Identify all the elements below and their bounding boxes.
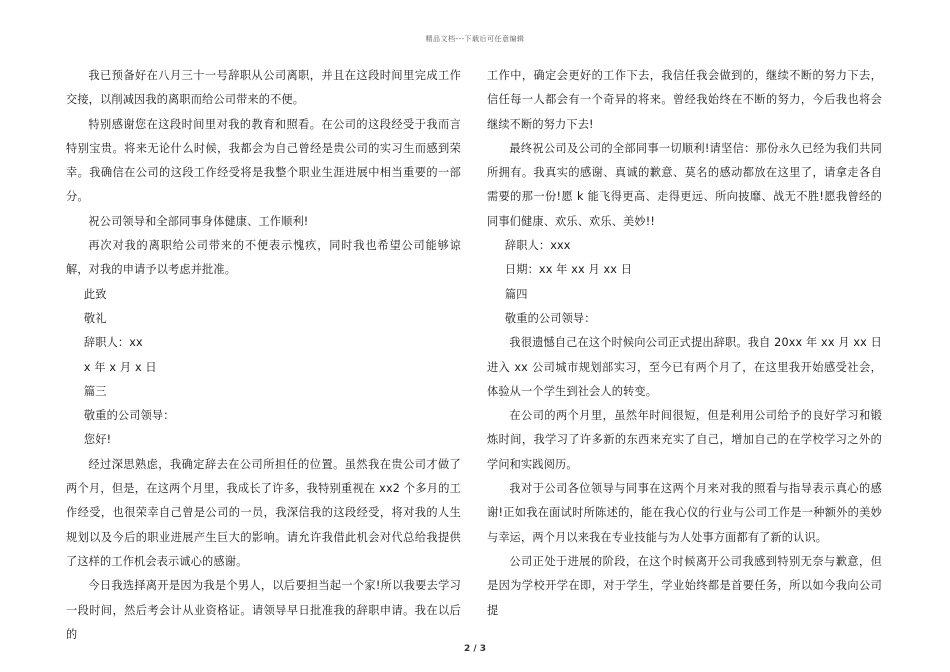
section-heading: 篇四 (504, 287, 528, 301)
paragraph: 工作中，确定会更好的工作下去，我信任我会做到的，继续不断的努力下去，信任每一人都会有一个奇异的将来。曾经我始终在不断的努力，今后我也将会继续不断的努力下去! (487, 69, 882, 131)
paragraph: 公司正处于进展的阶段，在这个时候离开公司我感到特别无奈与歉意，但是因为学校开学在即，对于学生，学业始终都是首要任务，所以如今我向公司提 (487, 554, 882, 617)
paragraph: 经过深思熟虑，我确定辞去在公司所担任的位置。虽然我在贵公司才做了两个月，但是，在这两个月里，我成长了许多，我特别重视在 xx2 个多月的工作经受，也很荣幸自己曾是公司的一员，我深信我的这段经受，将对我的人生规划以及今后的职业进展产生巨大的影响。请允许我借此机会对代总给我提供了这样的工作机会表示诚心的感谢。 (66, 457, 461, 568)
salutation: 敬重的公司领导： (83, 409, 175, 423)
section-heading: 篇三 (83, 384, 107, 398)
greeting: 您好! (83, 433, 112, 447)
paragraph: 我很遗憾自己在这个时候向公司正式提出辞职。我自 20xx 年 xx 月 xx 日进入 xx 公司城市规划部实习，至今已有两个月了，在这里我开始感受社会，体验从一个学生到社会人的转变。 (487, 336, 882, 398)
page-number: 2 / 3 (463, 644, 487, 654)
paragraph: 在公司的两个月里，虽然年时间很短，但是利用公司给予的良好学习和锻炼时间，我学习了许多新的东西来充实了自己，增加自己的在学校学习之外的学问和实践阅历。 (487, 409, 882, 471)
paragraph: 最终祝公司及公司的全部同事一切顺利!请坚信：那份永久已经为我们共同所拥有。我真实的感谢、真诚的歉意、莫名的感动都放在这里了，请拿走各自需要的那一份!愿 k 能飞得更高、走得更远、所向披靡、战无不胜!愿我曾经的同事们健康、欢乐、欢乐、美妙!! (487, 141, 882, 228)
left-column (66, 64, 461, 647)
paragraph: 今日我选择离开是因为我是个男人，以后要担当起一个家!所以我要去学习一段时间，然后考会计从业资格证。请领导早日批准我的辞职申请。我在以后的 (66, 579, 461, 641)
paragraph: 我对于公司各位领导与同事在这两个月来对我的照看与指导表示真心的感谢!正如我在面试时所陈述的，能在我心仪的行业与公司工作是一种额外的美妙与幸运，两个月以来我在专业技能与为人处事方面都有了新的认识。 (487, 482, 882, 544)
paragraph: 再次对我的离职给公司带来的不便表示愧疚，同时我也希望公司能够谅解，对我的申请予以考虑并批准。 (66, 239, 461, 277)
date-line: x 年 x 月 x 日 (83, 360, 157, 374)
paragraph: 祝公司领导和全部同事身体健康、工作顺利! (88, 214, 309, 228)
page-header: 精品文档---下载后可任意编辑 (425, 35, 525, 43)
date-line: 日期：xx 年 xx 月 xx 日 (504, 263, 633, 277)
signature-line: 辞职人：xx (83, 336, 143, 350)
signature-line: 辞职人：xxx (504, 239, 571, 253)
closing-line: 敬礼 (83, 311, 107, 325)
paragraph: 我已预备好在八月三十一号辞职从公司离职，并且在这段时间里完成工作交接，以削减因我的离职而给公司带来的不便。 (66, 69, 461, 107)
paragraph: 特别感谢您在这段时间里对我的教育和照看。在公司的这段经受于我而言特别宝贵。将来无论什么时候，我都会为自己曾经是贵公司的实习生而感到荣幸。我确信在公司的这段工作经受将是我整个职业生涯进展中相当重要的一部分。 (66, 117, 461, 204)
right-column (487, 64, 882, 623)
closing-line: 此致 (83, 287, 107, 301)
salutation: 敬重的公司领导： (504, 311, 596, 325)
